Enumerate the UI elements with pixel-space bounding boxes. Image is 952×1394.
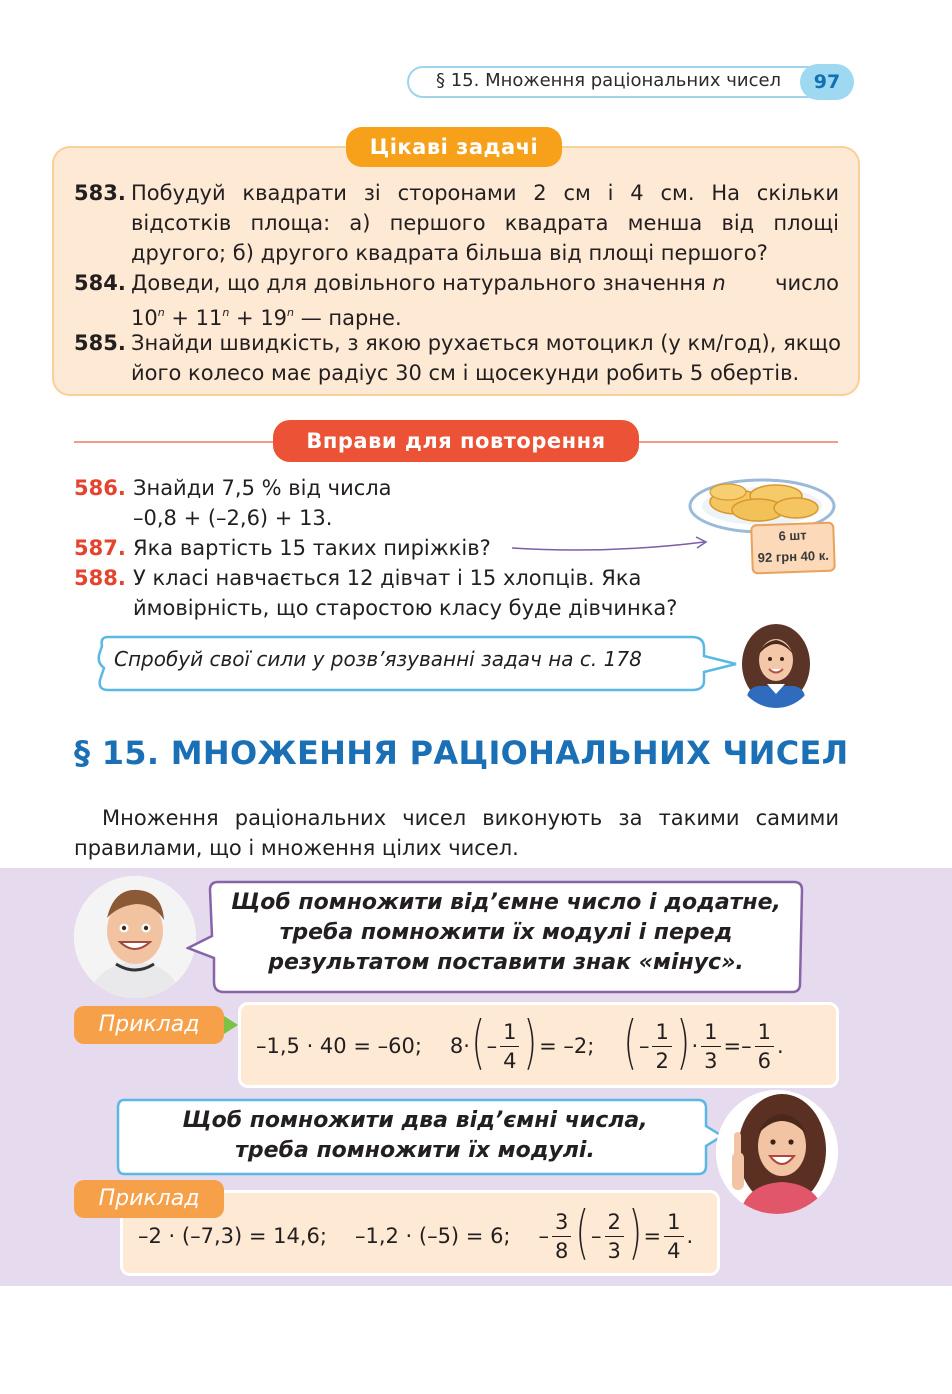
- rule1-line2: треба помножити їх модулі і перед: [279, 920, 733, 945]
- period: .: [686, 1224, 694, 1248]
- pointer-arrow: [508, 532, 718, 560]
- equals-sign: =: [723, 1034, 742, 1058]
- rule1-line1: Щоб помножити від’ємне число і додатне,: [231, 890, 781, 915]
- fraction-1-4: $\frac{1}{4}$: [664, 1208, 683, 1265]
- paren-close: ): [676, 1008, 690, 1076]
- fraction-2-3: $\frac{2}{3}$: [605, 1208, 624, 1265]
- expr-tail: — парне.: [294, 306, 402, 330]
- problem-583-number: 583.: [74, 181, 126, 205]
- page-number: 97: [800, 64, 854, 100]
- price-tag-count: 6 шт: [778, 527, 807, 544]
- exponent-n: n: [157, 306, 165, 319]
- girl-avatar-top: [737, 624, 815, 708]
- problem-585-line2: його колесо має радіус 30 см і щосекунди робить 5 обертів.: [131, 361, 800, 385]
- example1-formula1: –1,5 · 40 = –60;: [256, 1034, 422, 1058]
- minus-sign: –: [591, 1224, 602, 1248]
- problem-584-text-a: Доведи, що для довільного натурального значення: [131, 271, 713, 295]
- exponent-n: n: [287, 306, 295, 319]
- example1-formula2-lead: 8·: [449, 1034, 470, 1058]
- problem-584-variable: n: [712, 271, 726, 295]
- problem-586-number: 586.: [74, 476, 126, 500]
- tip-bubble-text: Спробуй свої сили у розв’язуванні задач на с. 178: [114, 647, 642, 671]
- fraction-1-6: $\frac{1}{6}$: [755, 1018, 774, 1075]
- problem-588-line1: У класі навчається 12 дівчат і 15 хлопців. Яка: [133, 566, 642, 590]
- fraction-3-8: $\frac{3}{8}$: [552, 1208, 571, 1265]
- example1-formulas: [256, 1008, 784, 1078]
- problem-584-number: 584.: [74, 271, 126, 295]
- paren-open: (: [623, 1008, 638, 1076]
- example1-tag: Приклад: [74, 1006, 224, 1044]
- fraction-1-4: $\frac{1}{4}$: [500, 1018, 519, 1075]
- rule1-line3: результатом поставити знак «мінус».: [268, 950, 744, 975]
- girl-avatar-bottom: [716, 1090, 838, 1214]
- problem-583-line2: відсотків площа: а) першого квадрата менша від площі: [131, 211, 839, 235]
- expr-19: + 19: [229, 306, 288, 330]
- problem-584-line1: [131, 268, 839, 298]
- exponent-n: n: [222, 306, 230, 319]
- section-title: § 15. МНОЖЕННЯ РАЦІОНАЛЬНИХ ЧИСЕЛ: [74, 734, 849, 772]
- equals-sign: =: [643, 1224, 662, 1248]
- example2-formulas: [138, 1198, 694, 1268]
- paren-close: ): [523, 1008, 538, 1076]
- rule2-text: [120, 1106, 710, 1166]
- problem-588-number: 588.: [74, 566, 126, 590]
- paren-close: ): [628, 1198, 643, 1266]
- paren-open: (: [575, 1198, 590, 1266]
- repetition-tag: Вправи для повторення: [273, 420, 639, 462]
- paren-open: (: [471, 1008, 486, 1076]
- rule1-text: [214, 888, 798, 978]
- example2-tag: Приклад: [74, 1180, 224, 1218]
- problem-585-line1: Знайди швидкість, з якою рухається мотоцикл (у км/год), якщо: [131, 331, 842, 355]
- intro-line2: правилами, що і множення цілих чисел.: [74, 836, 519, 860]
- problem-583-line1: Побудуй квадрати зі сторонами 2 см і 4 см. На скільки: [131, 181, 839, 205]
- header-section-label: § 15. Множення раціональних чисел: [436, 70, 782, 91]
- fraction-1-2: $\frac{1}{2}$: [652, 1018, 671, 1075]
- dot-sign: ·: [691, 1034, 699, 1058]
- example2-formula2: –1,2 · (–5) = 6;: [354, 1224, 511, 1248]
- minus-sign: –: [638, 1034, 650, 1058]
- price-tag: [750, 522, 836, 575]
- expr-11: + 11: [164, 306, 223, 330]
- minus-sign: –: [538, 1224, 550, 1248]
- price-tag-price: 92 грн 40 к.: [757, 547, 830, 566]
- interesting-tasks-tag: Цікаві задачі: [346, 127, 562, 167]
- problem-588-line2: ймовірність, що старостою класу буде дівчинка?: [133, 596, 678, 620]
- problem-585-number: 585.: [74, 331, 126, 355]
- minus-sign: –: [486, 1034, 498, 1058]
- rule2-line1: Щоб помножити два від’ємні числа,: [182, 1108, 648, 1133]
- problem-583-line3: другого; б) другого квадрата більша від площі першого?: [131, 241, 768, 265]
- problem-587-line1: Яка вартість 15 таких пиріжків?: [133, 536, 491, 560]
- rule2-line2: треба помножити їх модулі.: [235, 1138, 595, 1163]
- expr-10: 10: [131, 306, 158, 330]
- problem-586-line1: Знайди 7,5 % від числа: [133, 476, 392, 500]
- boy-avatar: [74, 876, 196, 998]
- period: .: [777, 1034, 784, 1058]
- example2-formula1: –2 · (–7,3) = 14,6;: [138, 1224, 327, 1248]
- fraction-1-3: $\frac{1}{3}$: [701, 1018, 720, 1075]
- problem-586-line2: –0,8 + (–2,6) + 13.: [133, 506, 333, 530]
- example1-formula2-tail: = –2;: [539, 1034, 595, 1058]
- intro-line1: Множення раціональних чисел виконують за такими самими: [102, 806, 839, 830]
- problem-587-number: 587.: [74, 536, 126, 560]
- minus-sign: –: [741, 1034, 752, 1058]
- problem-584-text-b: число: [775, 271, 839, 295]
- example1-arrow-icon: [222, 1014, 240, 1036]
